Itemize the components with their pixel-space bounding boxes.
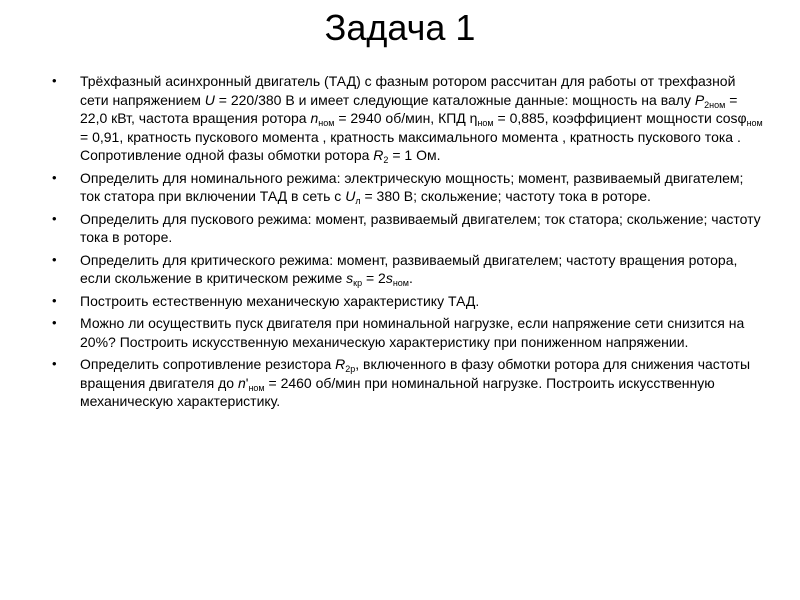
bullet-text: Трёхфазный асинхронный двигатель (ТАД) с фазным ротором рассчитан для работы от трехфазной сети напряжением: [80, 73, 736, 108]
task-bullet-item: [52, 355, 764, 411]
italic-symbol: U: [204, 91, 215, 108]
bullet-text: = 2940 об/мин, КПД η: [334, 110, 478, 126]
subscript-text: л: [355, 196, 361, 206]
bullet-text: = 1 Ом.: [388, 147, 441, 163]
italic-symbol: P: [694, 91, 705, 108]
italic-symbol: n: [237, 374, 246, 391]
italic-symbol: U: [345, 188, 356, 204]
subscript-text: ном: [477, 118, 494, 128]
bullet-text: = 2: [362, 270, 386, 286]
italic-symbol: n: [310, 110, 319, 126]
subscript-text: 2р: [345, 364, 356, 374]
bullet-text: = 2460 об/мин при номинальной нагрузке. Построить искусственную механическую характеристику.: [80, 374, 715, 409]
bullet-text: ': [245, 374, 249, 391]
bullet-text: = 380 В; скольжение; частоту тока в роторе.: [360, 188, 651, 204]
task-bullet-list: [52, 72, 764, 415]
bullet-text: Построить естественную механическую характеристику ТАД.: [80, 292, 480, 309]
bullet-text: = 0,885, коэффициент мощности cosφ: [493, 110, 747, 126]
subscript-text: ном: [318, 118, 335, 128]
task-bullet-item: [52, 292, 764, 311]
task-bullet-item: [52, 169, 764, 206]
italic-symbol: R: [373, 147, 384, 163]
subscript-text: кр: [353, 278, 363, 288]
italic-symbol: s: [346, 270, 354, 286]
bullet-text: Определить для номинального режима: электрическую мощность; момент, развиваемый двигателем; ток статора при включении ТАД в сеть с: [80, 169, 744, 204]
task-bullet-item: [52, 210, 764, 247]
subscript-text: 2: [383, 155, 389, 165]
slide-title: Задача 1: [324, 7, 476, 48]
bullet-text: Можно ли осуществить пуск двигателя при номинальной нагрузке, если напряжение сети снизится на 20%? Построить искусственную механическую характеристику при пониженном напряжении.: [80, 315, 745, 350]
bullet-text: = 220/380 В и имеет следующие каталожные данные: мощность на валу: [214, 91, 695, 108]
italic-symbol: R: [335, 356, 346, 372]
bullet-text: Определить для критического режима: момент, развиваемый двигателем; частоту вращения ротора, если скольжение в критическом режиме: [80, 251, 738, 286]
bullet-text: = 0,91, кратность пускового момента , кратность максимального момента , кратность пускового тока . Сопротивление одной фазы обмотки ротора: [80, 128, 741, 163]
bullet-text: Определить сопротивление резистора: [80, 356, 336, 372]
bullet-text: Определить для пускового режима: момент, развиваемый двигателем; ток статора; скольжение; частоту тока в роторе.: [80, 210, 761, 245]
task-bullet-item: [52, 314, 764, 351]
subscript-text: ном: [248, 382, 265, 393]
bullet-text: , включенного в фазу обмотки ротора для снижения частоты вращения двигателя до: [80, 356, 751, 391]
task-bullet-item: [52, 72, 764, 165]
bullet-text: = 22,0 кВт, частота вращения ротора: [80, 91, 738, 126]
task-bullet-item: [52, 251, 764, 288]
subscript-text: ном: [392, 278, 409, 288]
subscript-text: 2ном: [704, 99, 726, 110]
subscript-text: ном: [746, 118, 763, 128]
italic-symbol: s: [385, 270, 393, 286]
bullet-text: .: [409, 270, 413, 286]
